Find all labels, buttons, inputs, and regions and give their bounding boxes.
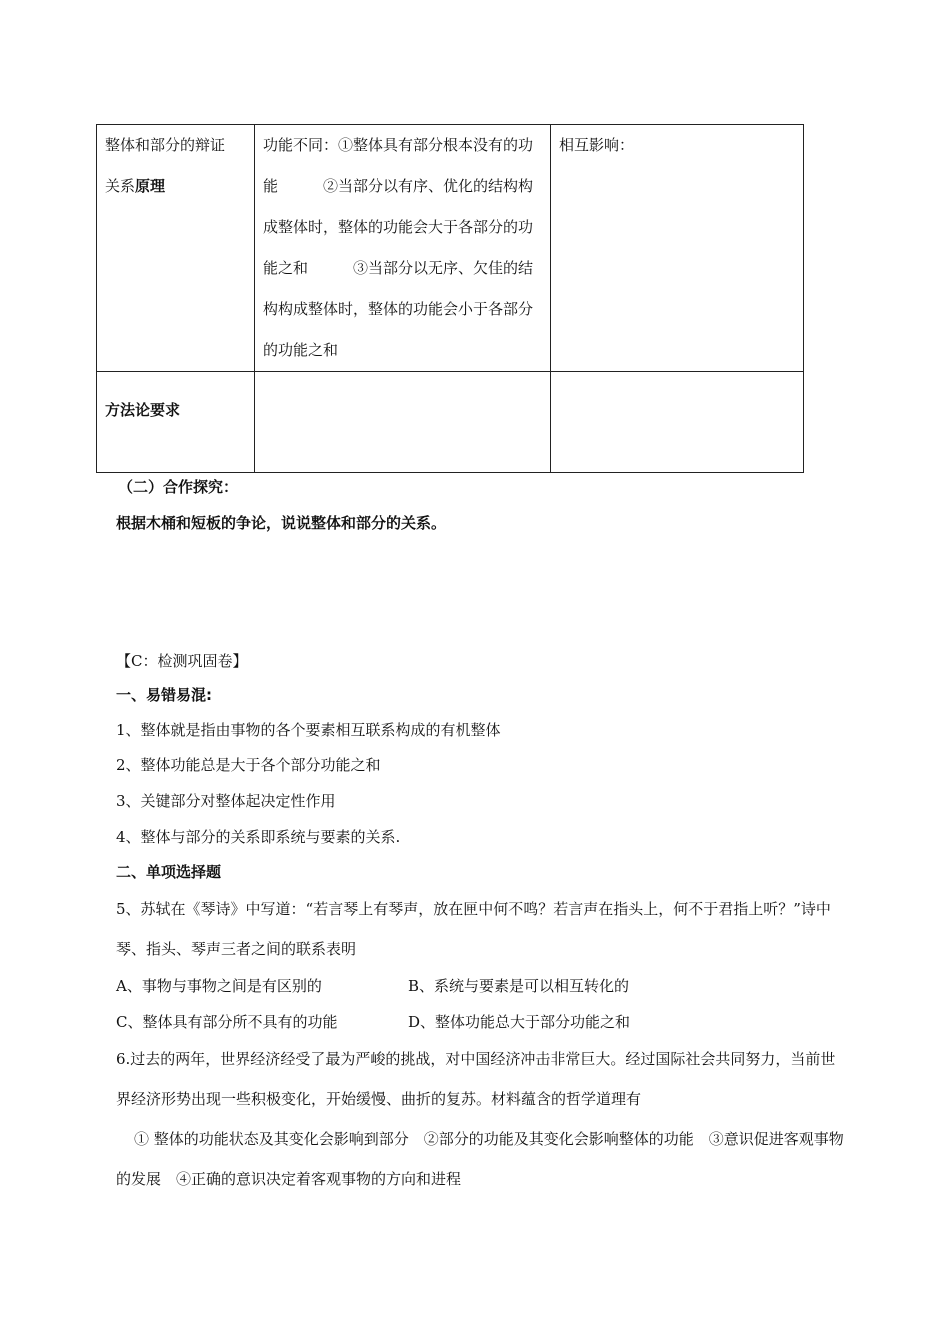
- section-title: （二）合作探究：: [118, 478, 239, 496]
- part-title: 二、单项选择题: [116, 863, 222, 881]
- section-title: 【C：检测巩固卷】: [116, 652, 248, 670]
- table-row: [97, 125, 804, 372]
- option-d: D、整体功能总大于部分功能之和: [408, 1013, 631, 1031]
- question-6-stem: 6.过去的两年，世界经济经受了最为严峻的挑战，对中国经济冲击非常巨大。经过国际社会共同努力，当前世界经济形势出现一些积极变化，开始缓慢、曲折的复苏。材料蕴含的哲学道理有: [116, 1050, 836, 1108]
- option-b: B、系统与要素是可以相互转化的: [408, 977, 630, 995]
- table-row: [97, 372, 804, 473]
- list-item: 4、整体与部分的关系即系统与要素的关系.: [116, 828, 401, 846]
- cell-text: 关系: [105, 177, 136, 195]
- table-cell-empty: [255, 372, 551, 473]
- option-a: A、事物与事物之间是有区别的: [116, 977, 322, 995]
- section-prompt: 根据木桶和短板的争论，说说整体和部分的关系。: [116, 514, 447, 532]
- concept-table: [96, 124, 804, 473]
- table-cell-empty: [551, 372, 804, 473]
- cell-text-bold: 原理: [135, 177, 166, 195]
- part-title: 一、易错易混:: [116, 686, 212, 704]
- cell-text: 整体和部分的辩证: [105, 136, 226, 154]
- cell-text-bold: 方法论要求: [105, 401, 181, 419]
- list-item: 3、关键部分对整体起决定性作用: [116, 792, 336, 810]
- option-c: C、整体具有部分所不具有的功能: [116, 1013, 338, 1031]
- table-cell-function-differs: 功能不同：①整体具有部分根本没有的功能 ②当部分以有序、优化的结构构成整体时，整体的功能会大于各部分的功能之和 ③当部分以无序、欠佳的结构构成整体时，整体的功能会小于各部分的功能之和: [255, 125, 551, 372]
- question-6-options: ① 整体的功能状态及其变化会影响到部分 ②部分的功能及其变化会影响整体的功能 ③意识促进客观事物的发展 ④正确的意识决定着客观事物的方向和进程: [116, 1130, 844, 1188]
- table-cell-principle-label: [97, 125, 255, 372]
- list-item: 2、整体功能总是大于各个部分功能之和: [116, 756, 381, 774]
- table-cell-methodology-label: [97, 372, 255, 473]
- table-cell-mutual-influence: 相互影响：: [551, 125, 804, 372]
- question-5-stem: 5、苏轼在《琴诗》中写道：“若言琴上有琴声，放在匣中何不鸣？若言声在指头上，何不于君指上听？”诗中琴、指头、琴声三者之间的联系表明: [116, 900, 831, 958]
- list-item: 1、整体就是指由事物的各个要素相互联系构成的有机整体: [116, 721, 501, 739]
